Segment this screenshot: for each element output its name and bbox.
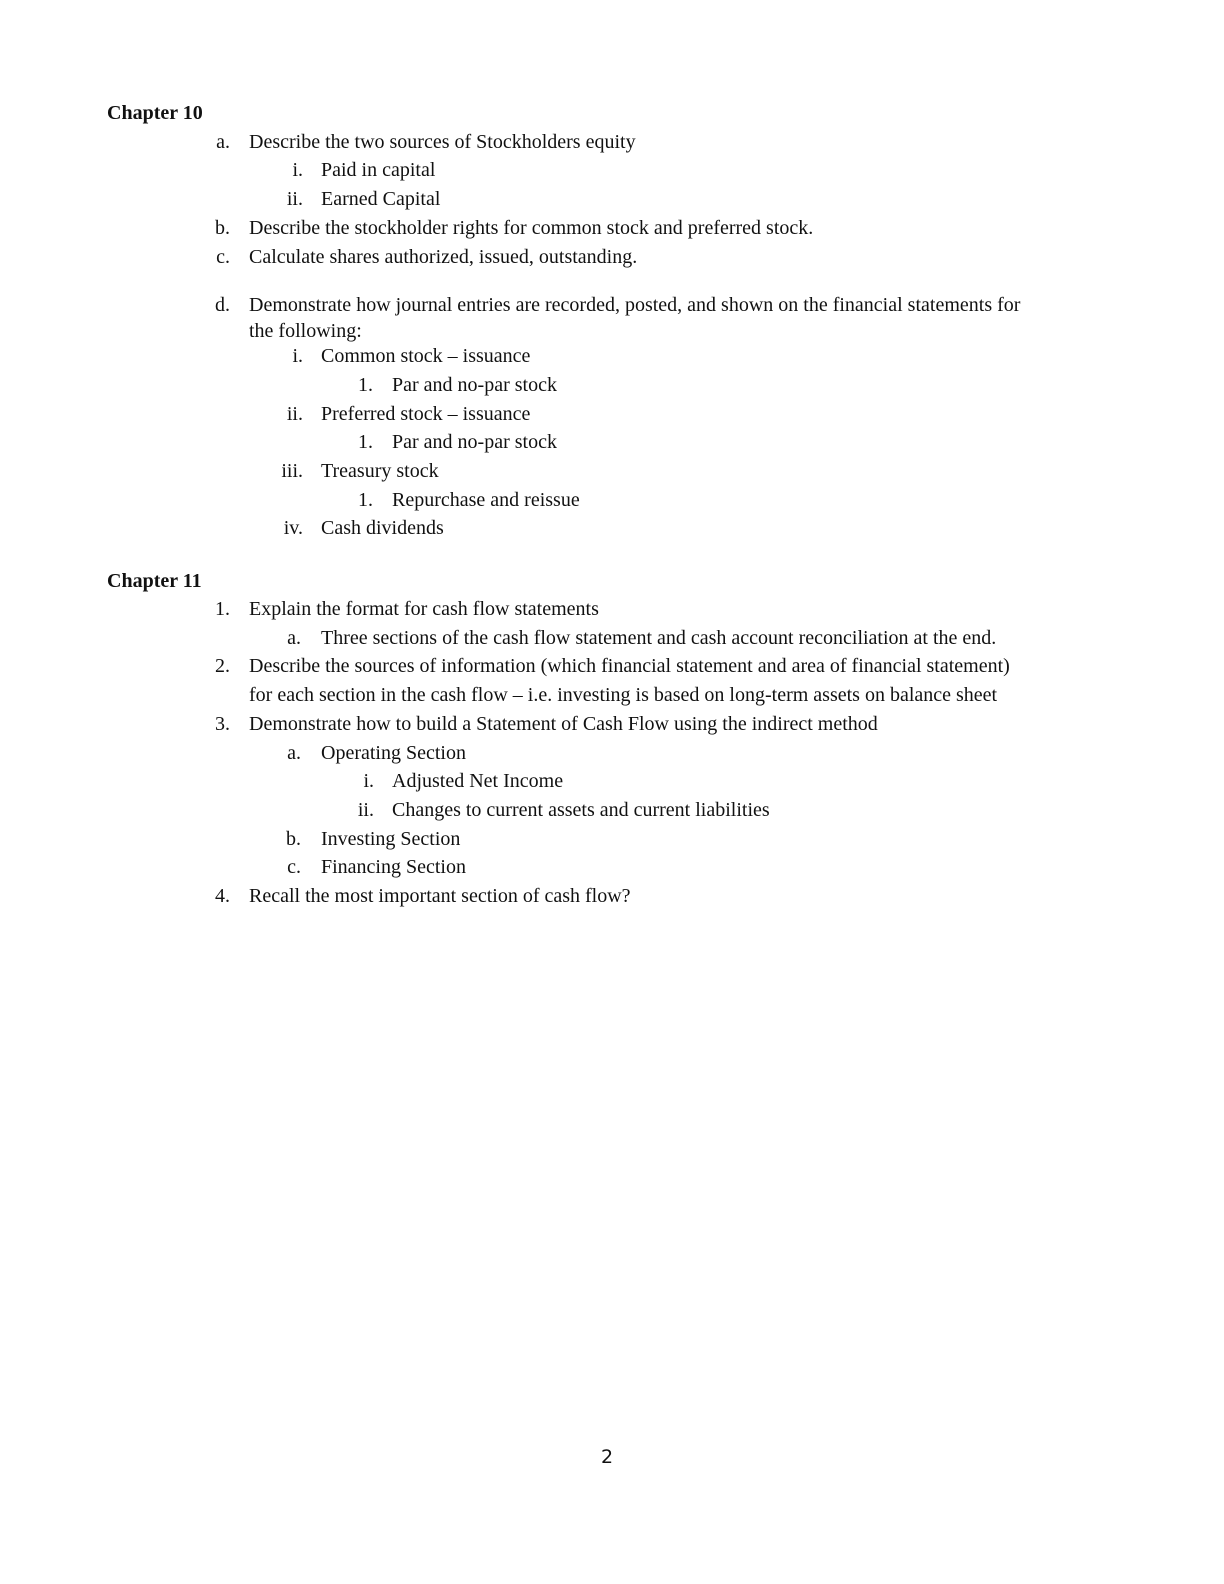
list-item: Calculate shares authorized, issued, outstanding. xyxy=(249,246,638,268)
list-marker: ii. xyxy=(286,188,303,210)
list-item: Repurchase and reissue xyxy=(392,489,580,511)
list-marker: c. xyxy=(287,856,301,878)
list-item: Financing Section xyxy=(321,856,466,878)
list-marker: i. xyxy=(292,159,303,181)
list-item: Operating Section xyxy=(321,742,466,764)
list-item: Explain the format for cash flow statements xyxy=(249,598,599,620)
list-item: Describe the stockholder rights for common stock and preferred stock. xyxy=(249,217,814,239)
list-item: Demonstrate how to build a Statement of Cash Flow using the indirect method xyxy=(249,713,878,735)
list-marker: b. xyxy=(215,217,230,239)
list-item: Par and no-par stock xyxy=(392,374,557,396)
list-item: Changes to current assets and current liabilities xyxy=(392,799,770,821)
list-marker: iii. xyxy=(281,460,303,482)
list-marker: 3. xyxy=(215,713,230,735)
list-marker: i. xyxy=(292,345,303,367)
list-item: Cash dividends xyxy=(321,517,444,539)
list-marker: d. xyxy=(215,294,230,316)
list-marker: 1. xyxy=(358,489,373,511)
list-item: Describe the two sources of Stockholders equity xyxy=(249,131,636,153)
list-marker: i. xyxy=(363,770,374,792)
list-item: Paid in capital xyxy=(321,159,436,181)
list-item: Earned Capital xyxy=(321,188,441,210)
list-marker: 1. xyxy=(358,374,373,396)
list-marker: iv. xyxy=(283,517,303,539)
list-item: Adjusted Net Income xyxy=(392,770,564,792)
list-item: Treasury stock xyxy=(321,460,439,482)
list-marker: 1. xyxy=(215,598,230,620)
chapter-11-heading: Chapter 11 xyxy=(107,570,202,592)
list-item: Common stock – issuance xyxy=(321,345,531,367)
chapter-10-heading: Chapter 10 xyxy=(107,102,203,124)
list-item: Three sections of the cash flow statement and cash account reconciliation at the end. xyxy=(321,627,997,649)
list-item: Recall the most important section of cash flow? xyxy=(249,885,631,907)
list-marker: ii. xyxy=(286,403,303,425)
list-marker: c. xyxy=(216,246,230,268)
list-marker: 4. xyxy=(215,885,230,907)
list-item-continuation: the following: xyxy=(249,320,362,342)
list-item: Investing Section xyxy=(321,828,461,850)
list-marker: ii. xyxy=(357,799,374,821)
list-marker: a. xyxy=(287,627,301,649)
list-marker: b. xyxy=(286,828,301,850)
list-item: Describe the sources of information (which financial statement and area of financial statement) xyxy=(249,655,1010,677)
list-item: Demonstrate how journal entries are recorded, posted, and shown on the financial statements for xyxy=(249,294,1021,316)
list-item-continuation: for each section in the cash flow – i.e. investing is based on long-term assets on balance sheet xyxy=(249,684,998,706)
list-marker: 2. xyxy=(215,655,230,677)
page-number: 2 xyxy=(600,1446,614,1468)
list-item: Preferred stock – issuance xyxy=(321,403,531,425)
list-marker: a. xyxy=(287,742,301,764)
list-marker: 1. xyxy=(358,431,373,453)
list-item: Par and no-par stock xyxy=(392,431,557,453)
list-marker: a. xyxy=(216,131,230,153)
